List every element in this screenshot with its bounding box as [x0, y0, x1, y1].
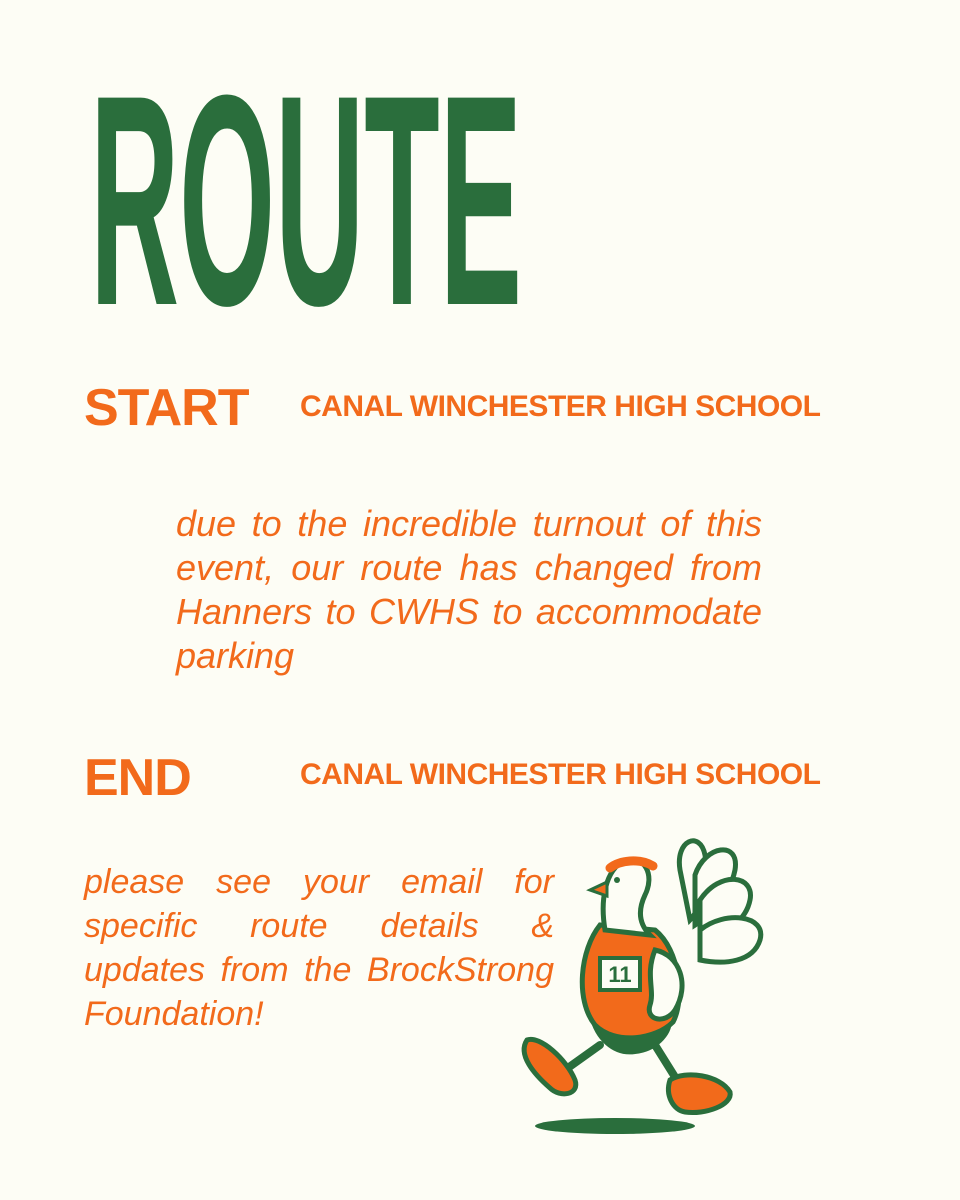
end-location: CANAL WINCHESTER HIGH SCHOOL — [300, 758, 821, 791]
page-title-text: ROUTE — [90, 82, 522, 312]
page-title — [90, 82, 530, 312]
start-location: CANAL WINCHESTER HIGH SCHOOL — [300, 390, 821, 423]
start-note: due to the incredible turnout of this event, our route has changed from Hanners to CWHS to accommodate parking — [176, 503, 762, 676]
bib-number: 11 — [608, 962, 632, 987]
walking-turkey-icon — [505, 830, 795, 1150]
start-label: START — [84, 379, 249, 437]
end-note: please see your email for specific route details & updates from the BrockStrong Foundation! — [84, 863, 554, 1033]
end-label: END — [84, 749, 191, 807]
